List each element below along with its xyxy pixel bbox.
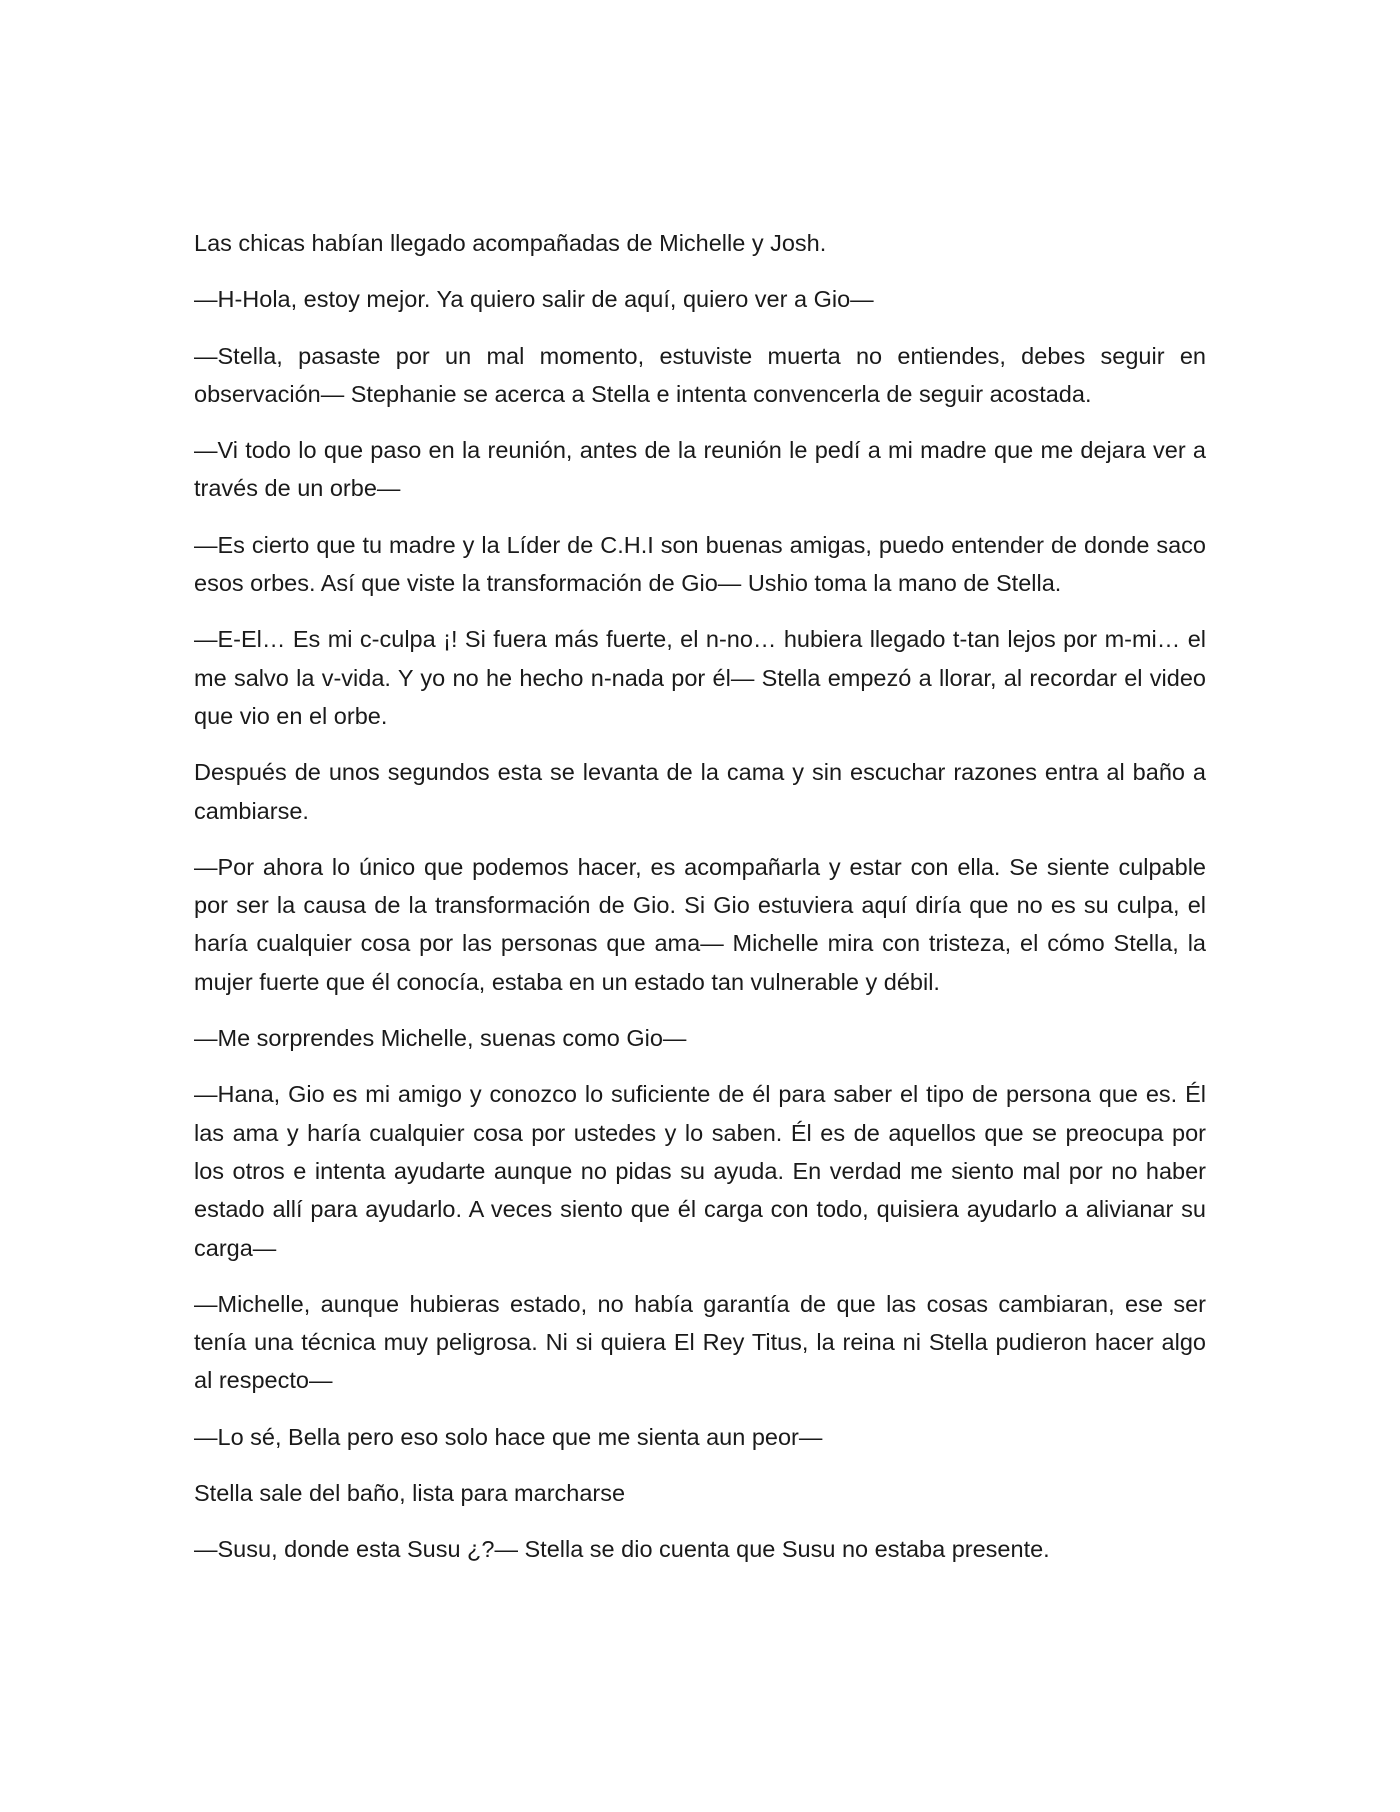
paragraph: —Es cierto que tu madre y la Líder de C.H.I son buenas amigas, puedo entender de donde saco esos orbes. Así que viste la transformación de Gio— Ushio toma la mano de Stella.	[194, 531, 1206, 597]
paragraph: —Me sorprendes Michelle, suenas como Gio—	[194, 1025, 687, 1052]
paragraph: —Hana, Gio es mi amigo y conozco lo suficiente de él para saber el tipo de persona que es. Él las ama y haría cualquier cosa por ustedes y lo saben. Él es de aquellos que se preocupa por los otros e intenta ayudarte aunque no pidas su ayuda. En verdad me siento mal por no haber estado allí para ayudarlo. A veces siento que él carga con todo, quisiera ayudarlo a alivianar su carga—	[194, 1081, 1206, 1261]
paragraph: —H-Hola, estoy mejor. Ya quiero salir de aquí, quiero ver a Gio—	[194, 286, 874, 313]
paragraph: —Por ahora lo único que podemos hacer, es acompañarla y estar con ella. Se siente culpable por ser la causa de la transformación de Gio. Si Gio estuviera aquí diría que no es su culpa, el haría cualquier cosa por las personas que ama— Michelle mira con tristeza, el cómo Stella, la mujer fuerte que él conocía, estaba en un estado tan vulnerable y débil.	[194, 853, 1206, 995]
paragraph: —Vi todo lo que paso en la reunión, antes de la reunión le pedí a mi madre que me dejara ver a través de un orbe—	[194, 437, 1206, 502]
paragraph: —Lo sé, Bella pero eso solo hace que me sienta aun peor—	[194, 1423, 823, 1450]
paragraph: Después de unos segundos esta se levanta de la cama y sin escuchar razones entra al baño a cambiarse.	[194, 759, 1206, 824]
document-body	[194, 224, 1206, 1587]
paragraph: —Susu, donde esta Susu ¿?— Stella se dio cuenta que Susu no estaba presente.	[194, 1536, 1050, 1563]
paragraph: Las chicas habían llegado acompañadas de Michelle y Josh.	[194, 230, 827, 256]
paragraph: —E-El… Es mi c-culpa ¡! Si fuera más fuerte, el n-no… hubiera llegado t-tan lejos por m-mi… el me salvo la v-vida. Y yo no he hecho n-nada por él— Stella empezó a llorar, al recordar el video que vio en el orbe.	[194, 626, 1206, 729]
paragraph: —Michelle, aunque hubieras estado, no había garantía de que las cosas cambiaran, ese ser tenía una técnica muy peligrosa. Ni si quiera El Rey Titus, la reina ni Stella pudieron hacer algo al respecto—	[194, 1290, 1206, 1394]
paragraph: —Stella, pasaste por un mal momento, estuviste muerta no entiendes, debes seguir en observación— Stephanie se acerca a Stella e intenta convencerla de seguir acostada.	[194, 342, 1206, 407]
paragraph: Stella sale del baño, lista para marcharse	[194, 1480, 626, 1507]
